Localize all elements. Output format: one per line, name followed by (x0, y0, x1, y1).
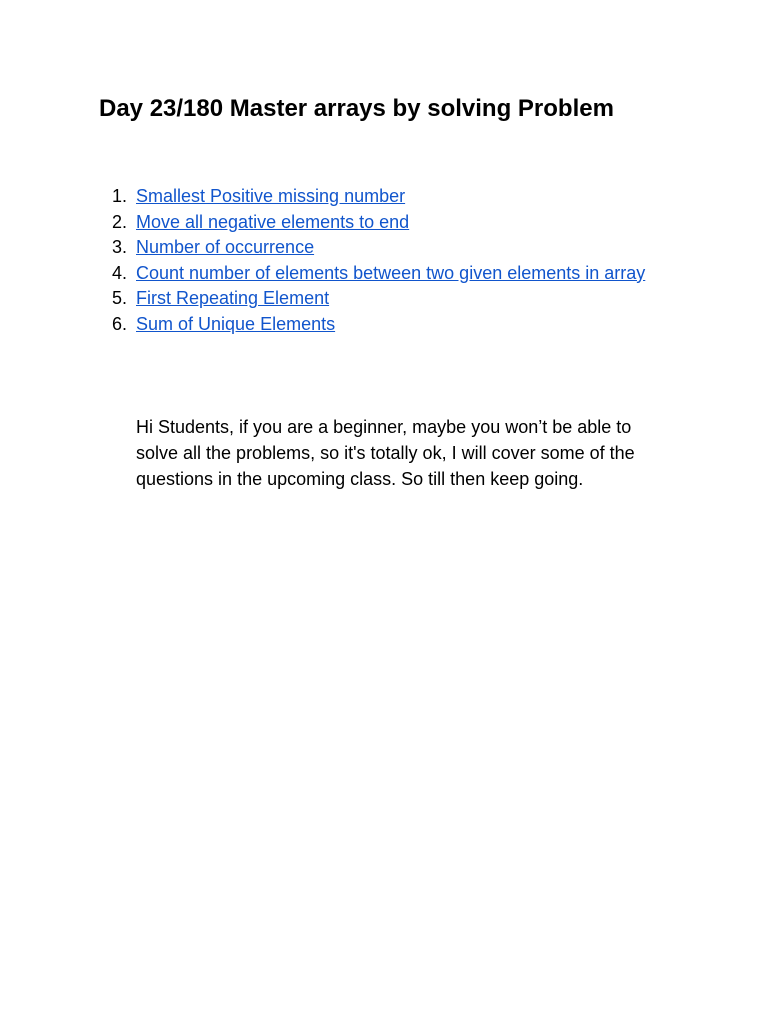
list-item-number: 3. (112, 237, 128, 258)
problem-link-count-elements-between[interactable]: Count number of elements between two given elements in array (136, 262, 646, 283)
problem-link-sum-of-unique-elements[interactable]: Sum of Unique Elements (136, 313, 336, 334)
problem-link-first-repeating-element[interactable]: First Repeating Element (136, 288, 330, 309)
list-item-number: 5. (112, 288, 128, 309)
problem-link-move-negative-elements[interactable]: Move all negative elements to end (136, 211, 410, 232)
page-title: Day 23/180 Master arrays by solving Problem (99, 95, 614, 122)
list-item-number: 1. (112, 186, 128, 206)
list-item-number: 4. (112, 262, 128, 283)
list-item-number: 2. (112, 211, 128, 232)
list-item-number: 6. (112, 313, 128, 334)
problem-link-smallest-positive-missing-number[interactable]: Smallest Positive missing number (136, 186, 406, 206)
problem-link-number-of-occurrence[interactable]: Number of occurrence (136, 237, 315, 258)
student-note: Hi Students, if you are a beginner, maybe you won’t be able to solve all the problems, so it's totally ok, I will cover some of the questions in the upcoming class. So till then keep going. (136, 417, 635, 489)
